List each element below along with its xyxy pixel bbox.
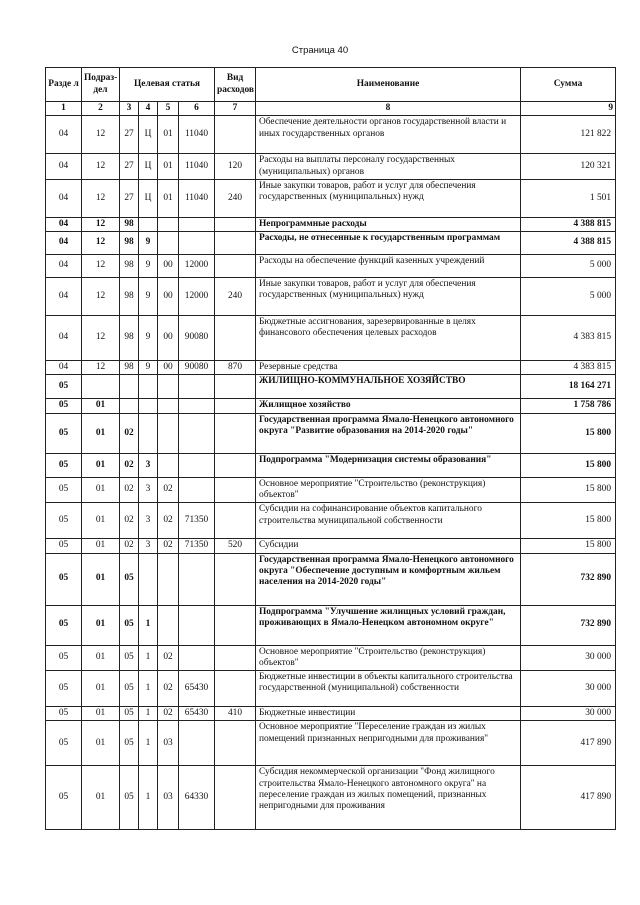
event-cell xyxy=(158,553,179,605)
sum-cell: 15 800 xyxy=(521,539,616,553)
program-cell: 05 xyxy=(120,645,139,671)
direction-cell: 12000 xyxy=(179,255,215,278)
program-cell: 05 xyxy=(120,605,139,645)
subprogram-cell: 1 xyxy=(139,671,158,707)
col-number: 4 xyxy=(139,102,158,116)
subprogram-cell: 1 xyxy=(139,605,158,645)
name-cell: Основное мероприятие "Строительство (реконструкция) объектов" xyxy=(256,477,521,503)
program-cell: 98 xyxy=(120,278,139,316)
direction-cell xyxy=(179,605,215,645)
razdel-cell: 04 xyxy=(46,361,82,375)
header-expense-type: Вид расходов xyxy=(215,68,256,102)
subprogram-cell: 3 xyxy=(139,539,158,553)
expense-type-cell: 240 xyxy=(215,179,256,217)
podrazdel-cell: 01 xyxy=(82,671,120,707)
subprogram-cell xyxy=(139,399,158,413)
podrazdel-cell: 01 xyxy=(82,503,120,539)
podrazdel-cell: 01 xyxy=(82,477,120,503)
sum-cell: 15 800 xyxy=(521,503,616,539)
col-number: 5 xyxy=(158,102,179,116)
razdel-cell: 04 xyxy=(46,116,82,154)
program-cell: 05 xyxy=(120,721,139,766)
table-row xyxy=(46,361,616,375)
table-row xyxy=(46,232,616,255)
expense-type-cell xyxy=(215,671,256,707)
name-cell: Обеспечение деятельности органов государственной власти и иных государственных органов xyxy=(256,116,521,154)
direction-cell: 71350 xyxy=(179,539,215,553)
event-cell: 01 xyxy=(158,116,179,154)
table-row xyxy=(46,503,616,539)
expense-type-cell xyxy=(215,477,256,503)
table-row xyxy=(46,453,616,477)
name-cell: Непрограммные расходы xyxy=(256,217,521,231)
direction-cell: 65430 xyxy=(179,707,215,721)
program-cell: 98 xyxy=(120,217,139,231)
event-cell: 03 xyxy=(158,721,179,766)
sum-cell: 4 388 815 xyxy=(521,232,616,255)
podrazdel-cell: 12 xyxy=(82,278,120,316)
podrazdel-cell xyxy=(82,375,120,399)
event-cell: 02 xyxy=(158,477,179,503)
subprogram-cell xyxy=(139,553,158,605)
sum-cell: 120 321 xyxy=(521,154,616,180)
name-cell: Бюджетные инвестиции в объекты капитального строительства государственной (муниципальной) собственности xyxy=(256,671,521,707)
expense-type-cell: 520 xyxy=(215,539,256,553)
expense-type-cell xyxy=(215,605,256,645)
sum-cell: 15 800 xyxy=(521,413,616,453)
sum-cell: 15 800 xyxy=(521,477,616,503)
direction-cell: 12000 xyxy=(179,278,215,316)
program-cell: 05 xyxy=(120,553,139,605)
razdel-cell: 05 xyxy=(46,707,82,721)
table-row xyxy=(46,154,616,180)
podrazdel-cell: 01 xyxy=(82,605,120,645)
podrazdel-cell: 12 xyxy=(82,154,120,180)
event-cell xyxy=(158,399,179,413)
col-number: 9 xyxy=(521,102,616,116)
name-cell: Расходы на выплаты персоналу государственных (муниципальных) органов xyxy=(256,154,521,180)
table-row xyxy=(46,255,616,278)
table-row xyxy=(46,707,616,721)
program-cell: 98 xyxy=(120,232,139,255)
name-cell: Расходы на обеспечение функций казенных учреждений xyxy=(256,255,521,278)
subprogram-cell: 9 xyxy=(139,278,158,316)
expense-type-cell xyxy=(215,255,256,278)
razdel-cell: 05 xyxy=(46,645,82,671)
sum-cell: 30 000 xyxy=(521,645,616,671)
budget-table xyxy=(45,67,616,830)
name-cell: Бюджетные инвестиции xyxy=(256,707,521,721)
podrazdel-cell: 12 xyxy=(82,217,120,231)
sum-cell: 417 890 xyxy=(521,721,616,766)
program-cell: 05 xyxy=(120,766,139,830)
name-cell: ЖИЛИЩНО-КОММУНАЛЬНОЕ ХОЗЯЙСТВО xyxy=(256,375,521,399)
event-cell xyxy=(158,217,179,231)
sum-cell: 5 000 xyxy=(521,255,616,278)
subprogram-cell: 1 xyxy=(139,645,158,671)
sum-cell: 4 383 815 xyxy=(521,316,616,361)
table-row xyxy=(46,179,616,217)
table-row xyxy=(46,553,616,605)
direction-cell: 65430 xyxy=(179,671,215,707)
razdel-cell: 05 xyxy=(46,605,82,645)
name-cell: Иные закупки товаров, работ и услуг для обеспечения государственных (муниципальных) нужд xyxy=(256,278,521,316)
program-cell: 05 xyxy=(120,671,139,707)
table-row xyxy=(46,645,616,671)
expense-type-cell xyxy=(215,766,256,830)
expense-type-cell: 410 xyxy=(215,707,256,721)
razdel-cell: 05 xyxy=(46,671,82,707)
name-cell: Основное мероприятие "Строительство (реконструкция) объектов" xyxy=(256,645,521,671)
col-number: 1 xyxy=(46,102,82,116)
event-cell: 00 xyxy=(158,278,179,316)
program-cell: 02 xyxy=(120,477,139,503)
name-cell: Субсидии на софинансирование объектов капитального строительства муниципальной собственности xyxy=(256,503,521,539)
subprogram-cell: Ц xyxy=(139,154,158,180)
razdel-cell: 05 xyxy=(46,375,82,399)
sum-cell: 1 758 786 xyxy=(521,399,616,413)
subprogram-cell xyxy=(139,217,158,231)
table-row xyxy=(46,539,616,553)
table-row xyxy=(46,477,616,503)
razdel-cell: 04 xyxy=(46,255,82,278)
razdel-cell: 05 xyxy=(46,413,82,453)
expense-type-cell xyxy=(215,399,256,413)
direction-cell xyxy=(179,399,215,413)
direction-cell xyxy=(179,477,215,503)
razdel-cell: 05 xyxy=(46,539,82,553)
expense-type-cell: 120 xyxy=(215,154,256,180)
name-cell: Основное мероприятие "Переселение граждан из жилых помещений признанных непригодными для проживания" xyxy=(256,721,521,766)
podrazdel-cell: 12 xyxy=(82,232,120,255)
subprogram-cell: 9 xyxy=(139,255,158,278)
subprogram-cell xyxy=(139,413,158,453)
podrazdel-cell: 01 xyxy=(82,399,120,413)
event-cell xyxy=(158,453,179,477)
direction-cell xyxy=(179,453,215,477)
program-cell: 05 xyxy=(120,707,139,721)
sum-cell: 5 000 xyxy=(521,278,616,316)
event-cell: 00 xyxy=(158,255,179,278)
razdel-cell: 04 xyxy=(46,217,82,231)
subprogram-cell: 1 xyxy=(139,707,158,721)
table-row xyxy=(46,766,616,830)
subprogram-cell: 9 xyxy=(139,316,158,361)
sum-cell: 30 000 xyxy=(521,671,616,707)
expense-type-cell xyxy=(215,116,256,154)
event-cell: 02 xyxy=(158,707,179,721)
expense-type-cell xyxy=(215,232,256,255)
subprogram-cell: 9 xyxy=(139,232,158,255)
event-cell xyxy=(158,232,179,255)
table-row xyxy=(46,217,616,231)
sum-cell: 417 890 xyxy=(521,766,616,830)
subprogram-cell: 3 xyxy=(139,503,158,539)
program-cell: 02 xyxy=(120,503,139,539)
razdel-cell: 05 xyxy=(46,453,82,477)
subprogram-cell xyxy=(139,375,158,399)
subprogram-cell: 9 xyxy=(139,361,158,375)
sum-cell: 15 800 xyxy=(521,453,616,477)
header-podrazdel: Подраз-дел xyxy=(82,68,120,102)
podrazdel-cell: 01 xyxy=(82,553,120,605)
header-razdel: Разде л xyxy=(46,68,82,102)
program-cell: 98 xyxy=(120,255,139,278)
event-cell xyxy=(158,413,179,453)
program-cell xyxy=(120,375,139,399)
razdel-cell: 05 xyxy=(46,721,82,766)
program-cell: 02 xyxy=(120,539,139,553)
podrazdel-cell: 12 xyxy=(82,255,120,278)
subprogram-cell: Ц xyxy=(139,179,158,217)
sum-cell: 4 383 815 xyxy=(521,361,616,375)
table-row xyxy=(46,413,616,453)
sum-cell: 121 822 xyxy=(521,116,616,154)
table-row xyxy=(46,605,616,645)
event-cell: 01 xyxy=(158,154,179,180)
expense-type-cell xyxy=(215,553,256,605)
direction-cell xyxy=(179,375,215,399)
sum-cell: 732 890 xyxy=(521,605,616,645)
name-cell: Жилищное хозяйство xyxy=(256,399,521,413)
name-cell: Бюджетные ассигнования, зарезервированные в целях финансового обеспечения целевых расходов xyxy=(256,316,521,361)
header-name: Наименование xyxy=(256,68,521,102)
page-number-label: Страница 40 xyxy=(291,45,349,56)
direction-cell: 64330 xyxy=(179,766,215,830)
sum-cell: 1 501 xyxy=(521,179,616,217)
expense-type-cell: 240 xyxy=(215,278,256,316)
sum-cell: 18 164 271 xyxy=(521,375,616,399)
expense-type-cell xyxy=(215,375,256,399)
podrazdel-cell: 01 xyxy=(82,645,120,671)
event-cell xyxy=(158,375,179,399)
podrazdel-cell: 01 xyxy=(82,539,120,553)
podrazdel-cell: 12 xyxy=(82,179,120,217)
razdel-cell: 05 xyxy=(46,477,82,503)
podrazdel-cell: 01 xyxy=(82,707,120,721)
expense-type-cell xyxy=(215,217,256,231)
name-cell: Субсидии xyxy=(256,539,521,553)
direction-cell xyxy=(179,217,215,231)
name-cell: Подпрограмма "Улучшение жилищных условий граждан, проживающих в Ямало-Ненецком автономном округе" xyxy=(256,605,521,645)
podrazdel-cell: 12 xyxy=(82,116,120,154)
podrazdel-cell: 01 xyxy=(82,413,120,453)
podrazdel-cell: 12 xyxy=(82,361,120,375)
direction-cell: 11040 xyxy=(179,154,215,180)
event-cell: 02 xyxy=(158,671,179,707)
program-cell: 27 xyxy=(120,116,139,154)
razdel-cell: 05 xyxy=(46,503,82,539)
table-row xyxy=(46,316,616,361)
razdel-cell: 05 xyxy=(46,766,82,830)
expense-type-cell xyxy=(215,503,256,539)
direction-cell: 90080 xyxy=(179,361,215,375)
podrazdel-cell: 01 xyxy=(82,453,120,477)
event-cell: 02 xyxy=(158,503,179,539)
header-target-article: Целевая статья xyxy=(120,68,215,102)
table-row xyxy=(46,721,616,766)
table-row xyxy=(46,399,616,413)
podrazdel-cell: 01 xyxy=(82,766,120,830)
program-cell xyxy=(120,399,139,413)
col-number: 6 xyxy=(179,102,215,116)
podrazdel-cell: 01 xyxy=(82,721,120,766)
col-number: 8 xyxy=(256,102,521,116)
event-cell: 01 xyxy=(158,179,179,217)
direction-cell xyxy=(179,645,215,671)
name-cell: Иные закупки товаров, работ и услуг для обеспечения государственных (муниципальных) нужд xyxy=(256,179,521,217)
program-cell: 27 xyxy=(120,179,139,217)
razdel-cell: 04 xyxy=(46,179,82,217)
podrazdel-cell: 12 xyxy=(82,316,120,361)
direction-cell: 71350 xyxy=(179,503,215,539)
event-cell: 02 xyxy=(158,645,179,671)
razdel-cell: 04 xyxy=(46,154,82,180)
program-cell: 98 xyxy=(120,316,139,361)
razdel-cell: 05 xyxy=(46,553,82,605)
name-cell: Резервные средства xyxy=(256,361,521,375)
name-cell: Расходы, не отнесенные к государственным программам xyxy=(256,232,521,255)
table-row xyxy=(46,116,616,154)
sum-cell: 4 388 815 xyxy=(521,217,616,231)
col-number: 2 xyxy=(82,102,120,116)
expense-type-cell: 870 xyxy=(215,361,256,375)
name-cell: Государственная программа Ямало-Ненецкого автономного округа "Развитие образования на 2014-2020 годы" xyxy=(256,413,521,453)
col-number: 7 xyxy=(215,102,256,116)
event-cell: 02 xyxy=(158,539,179,553)
direction-cell xyxy=(179,721,215,766)
program-cell: 02 xyxy=(120,413,139,453)
direction-cell: 11040 xyxy=(179,116,215,154)
event-cell: 00 xyxy=(158,361,179,375)
expense-type-cell xyxy=(215,721,256,766)
header-sum: Сумма xyxy=(521,68,616,102)
razdel-cell: 04 xyxy=(46,278,82,316)
direction-cell: 11040 xyxy=(179,179,215,217)
table-row xyxy=(46,375,616,399)
name-cell: Государственная программа Ямало-Ненецкого автономного округа "Обеспечение доступным и комфортным жильем населения на 2014-2020 годы" xyxy=(256,553,521,605)
razdel-cell: 04 xyxy=(46,316,82,361)
subprogram-cell: 3 xyxy=(139,453,158,477)
subprogram-cell: Ц xyxy=(139,116,158,154)
expense-type-cell xyxy=(215,413,256,453)
column-number-row xyxy=(46,102,616,116)
direction-cell xyxy=(179,413,215,453)
table-row xyxy=(46,671,616,707)
direction-cell xyxy=(179,232,215,255)
subprogram-cell: 1 xyxy=(139,766,158,830)
direction-cell: 90080 xyxy=(179,316,215,361)
direction-cell xyxy=(179,553,215,605)
program-cell: 98 xyxy=(120,361,139,375)
event-cell: 00 xyxy=(158,316,179,361)
event-cell xyxy=(158,605,179,645)
expense-type-cell xyxy=(215,316,256,361)
name-cell: Субсидия некоммерческой организации "Фонд жилищного строительства Ямало-Ненецкого автономного округа" на переселение граждан из жилых помещений, признанных непригодными для проживания xyxy=(256,766,521,830)
expense-type-cell xyxy=(215,453,256,477)
subprogram-cell: 3 xyxy=(139,477,158,503)
table-row xyxy=(46,278,616,316)
sum-cell: 732 890 xyxy=(521,553,616,605)
razdel-cell: 04 xyxy=(46,232,82,255)
program-cell: 27 xyxy=(120,154,139,180)
col-number: 3 xyxy=(120,102,139,116)
event-cell: 03 xyxy=(158,766,179,830)
name-cell: Подпрограмма "Модернизация системы образования" xyxy=(256,453,521,477)
sum-cell: 30 000 xyxy=(521,707,616,721)
razdel-cell: 05 xyxy=(46,399,82,413)
expense-type-cell xyxy=(215,645,256,671)
program-cell: 02 xyxy=(120,453,139,477)
subprogram-cell: 1 xyxy=(139,721,158,766)
